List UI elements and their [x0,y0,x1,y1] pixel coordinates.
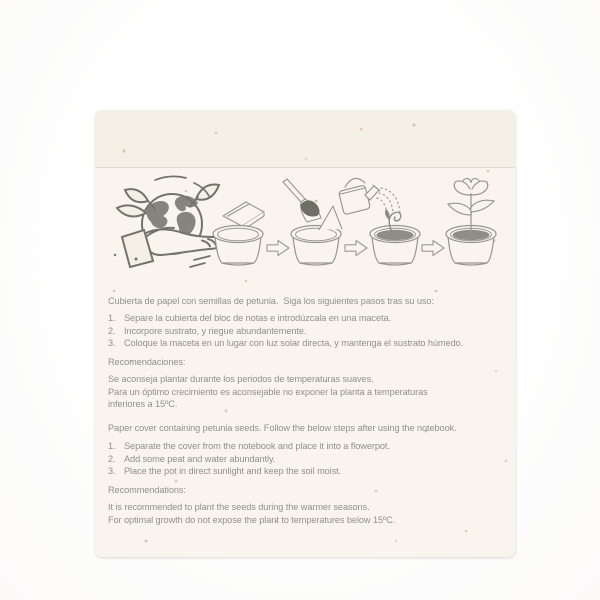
water-drops-icon [377,188,400,215]
step-marker: 1. [108,441,116,451]
spanish-step-1 [108,312,391,324]
spanish-recommendation-line: Se aconseja plantar durante los periodos de temperaturas suaves. [108,374,374,384]
step-text: Separe la cubierta del bloc de notas e introdúzcala en una maceta. [124,313,391,323]
arrow-right-icon [345,241,367,256]
spanish-intro: Cubierta de papel con semillas de petunia. Siga los siguientes pasos tras su uso: [108,296,434,306]
hand-icon [114,228,222,267]
step-marker: 2. [108,325,116,336]
arrow-right-icon [267,241,289,256]
spanish-step-3 [108,337,463,349]
arrow-right-icon [422,241,444,256]
step-marker: 1. [108,313,116,323]
step-marker: 3. [108,338,116,348]
step-text: Coloque la maceta en un lugar con luz solar directa, y mantenga el sustrato húmedo. [124,338,464,348]
english-step-1 [108,440,390,452]
english-recommendations-title: Recommendations: [108,485,186,495]
flowerpot-icon [213,226,263,266]
step-marker: 3. [108,466,116,476]
english-step-3 [108,465,341,477]
trowel-icon [283,179,321,222]
seed-paper-packet [95,110,515,557]
soil-icon [377,230,414,240]
step-text: Separate the cover from the notebook and place it into a flowerpot. [124,441,390,451]
flowerpot-icon [291,226,341,266]
packet-flap [95,110,515,168]
english-intro: Paper cover containing petunia seeds. Follow the below steps after using the notebook. [108,423,457,433]
step-text: Add some peat and water abundantly. [124,453,276,464]
spanish-recommendation-line: inferiores a 15ºC. [108,399,178,409]
spanish-step-2 [108,325,306,337]
watering-can-icon [338,178,380,214]
step-text: Place the pot in direct sunlight and keep the soil moist. [124,466,342,476]
english-step-2 [108,453,275,465]
spanish-recommendations-title: Recomendaciones: [108,357,186,367]
step-text: Incorpore sustrato, y riegue abundantemente. [124,325,307,336]
step-marker: 2. [108,453,116,464]
english-recommendation-line: For optimal growth do not expose the plant to temperatures below 15ºC. [108,514,396,525]
cover-in-pot-icon [319,206,342,230]
flower-plant-icon [448,178,494,232]
paper-speckles [95,110,97,112]
hand-earth-logo-icon [114,176,222,267]
english-recommendation-line: It is recommended to plant the seeds during the warmer seasons. [108,502,370,512]
spanish-recommendation-line: Para un óptimo crecimiento es aconsejable no exponer la planta a temperaturas [108,386,428,397]
planting-steps-illustration [95,170,515,295]
